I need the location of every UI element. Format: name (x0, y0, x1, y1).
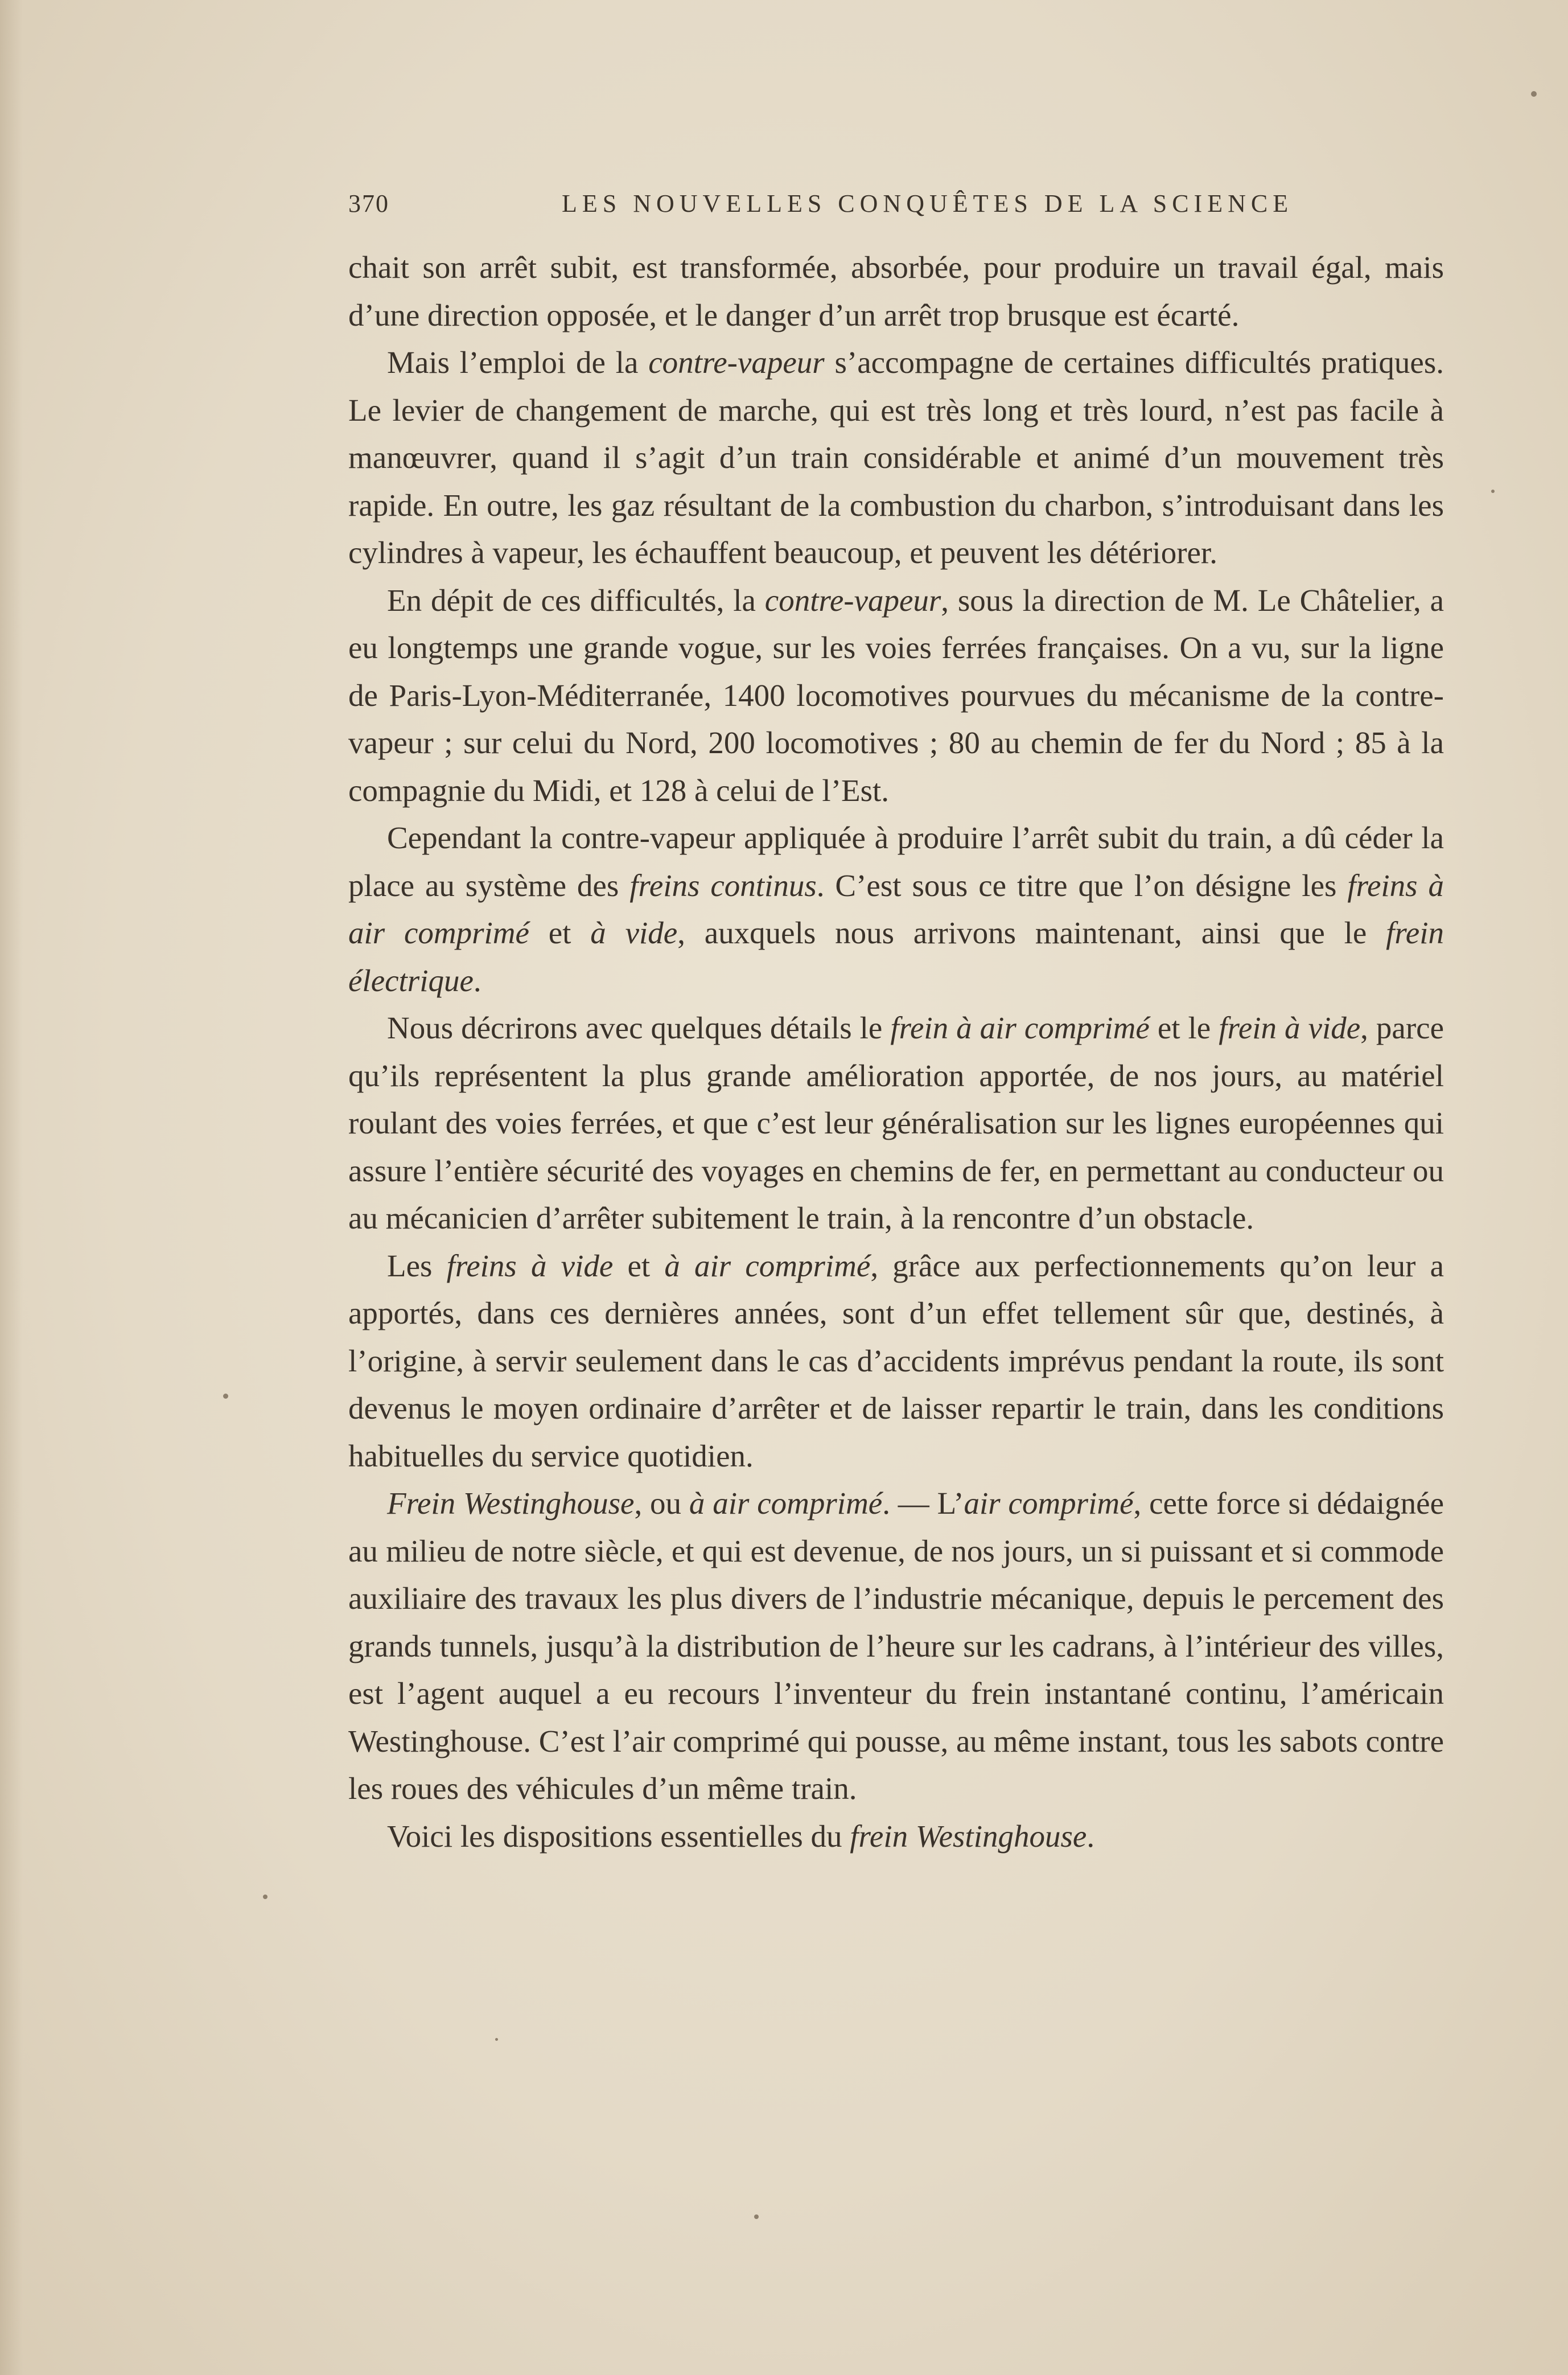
paper-speck (1531, 91, 1537, 97)
text-run: . — L’ (882, 1486, 964, 1521)
text-run: Voici les dispositions essentielles du (387, 1818, 850, 1854)
text-run: , auxquels nous arrivons maintenant, ainsi que le (677, 915, 1386, 950)
italic-text: freins à vide (446, 1248, 614, 1283)
italic-text: frein à air comprimé (890, 1010, 1150, 1045)
body-text (348, 244, 1444, 1860)
italic-text: contre-vapeur (764, 582, 941, 618)
page-number: 370 (348, 190, 389, 217)
paragraph (348, 1480, 1444, 1813)
page-header (348, 189, 1452, 229)
paragraph (348, 814, 1444, 1004)
italic-text: freins continus (629, 868, 817, 903)
text-run: Les (387, 1248, 447, 1283)
text-run: et le (1149, 1010, 1219, 1045)
paper-speck (223, 1394, 228, 1399)
paragraph (348, 1242, 1444, 1480)
italic-text: frein Westinghouse (850, 1818, 1087, 1854)
text-run: s’accompagne de certaines difficultés pratiques. Le levier de changement de marche, qui est très long et très lourd, n’est pas facile à manœuvrer, quand il s’agit d’un train considérable et animé d’un mouvement très rapide. En outre, les gaz résultant de la combustion du charbon, s’introduisant dans les cylindres à vapeur, les échauffent beaucoup, et peuvent les détériorer. (348, 345, 1444, 570)
text-run: Cependant la contre-vapeur appliquée à produire l’arrêt subit du train, a dû céder la place au système des (348, 820, 1444, 903)
italic-text: à air comprimé (664, 1248, 871, 1283)
text-run: et (613, 1248, 665, 1283)
text-run: , cette force si dédaignée au milieu de notre siècle, et qui est devenue, de nos jours, un si puissant et si commode auxiliaire des travaux les plus divers de l’industrie mécanique, depuis le percement des grands tunnels, jusqu’à la distribution de l’heure sur les cadrans, à l’intérieur des villes, est l’agent auquel a eu recours l’inventeur du frein instantané continu, l’américain Westinghouse. C’est l’air comprimé qui pousse, au même instant, tous les sabots contre les roues des véhicules d’un même train. (348, 1486, 1444, 1806)
text-run: , ou (634, 1486, 689, 1521)
paragraph (348, 1004, 1444, 1242)
italic-text: frein à vide (1219, 1010, 1361, 1045)
page-edge-shadow (0, 0, 23, 2375)
italic-text: air comprimé (964, 1486, 1134, 1521)
text-run: En dépit de ces difficultés, la (387, 582, 765, 618)
italic-text: frein électrique (348, 915, 1444, 998)
text-run: , parce qu’ils représentent la plus grande amélioration apportée, de nos jours, au matériel roulant des voies ferrées, et que c’est leur généralisation sur les lignes européennes qui assure l’entière sécurité des voyages en chemins de fer, en permettant au conducteur ou au mécanicien d’arrêter subitement le train, à la rencontre d’un obstacle. (348, 1010, 1444, 1235)
text-run: chait son arrêt subit, est transformée, absorbée, pour produire un travail égal, mais d’une direction opposée, et le danger d’un arrêt trop brusque est écarté. (348, 250, 1444, 332)
text-run: . (473, 963, 481, 998)
italic-text: contre-vapeur (648, 345, 825, 380)
paragraph (348, 244, 1444, 339)
text-run: . (1087, 1818, 1095, 1854)
text-run: et (529, 915, 591, 950)
text-run: Mais l’emploi de la (387, 345, 649, 380)
running-title: LES NOUVELLES CONQUÊTES DE LA SCIENCE (562, 190, 1294, 217)
italic-text: à air comprimé (689, 1486, 883, 1521)
paper-speck (1491, 490, 1495, 493)
text-run: , sous la direction de M. Le Châtelier, a eu longtemps une grande vogue, sur les voies ferrées françaises. On a vu, sur la ligne de Paris-Lyon-Méditerranée, 1400 locomotives pourvues du mécanisme de la contre-vapeur ; sur celui du Nord, 200 locomotives ; 80 au chemin de fer du Nord ; 85 à la compagnie du Midi, et 128 à celui de l’Est. (348, 582, 1444, 808)
text-run: , grâce aux perfectionnements qu’on leur a apportés, dans ces dernières années, sont d’un effet tellement sûr que, destinés, à l’origine, à servir seulement dans le cas d’accidents imprévus pendant la route, ils sont devenus le moyen ordinaire d’arrêter et de laisser repartir le train, dans les conditions habituelles du service quotidien. (348, 1248, 1444, 1473)
paragraph (348, 1813, 1444, 1860)
text-run: Nous décrirons avec quelques détails le (387, 1010, 891, 1045)
paper-speck (754, 2214, 759, 2219)
italic-text: Frein Westinghouse (387, 1486, 635, 1521)
text-run: . C’est sous ce titre que l’on désigne les (816, 868, 1348, 903)
italic-text: freins à air comprimé (348, 868, 1444, 950)
paper-speck (495, 2038, 498, 2041)
paragraph (348, 577, 1444, 815)
italic-text: à vide (590, 915, 678, 950)
paragraph (348, 339, 1444, 577)
paper-speck (263, 1895, 267, 1899)
